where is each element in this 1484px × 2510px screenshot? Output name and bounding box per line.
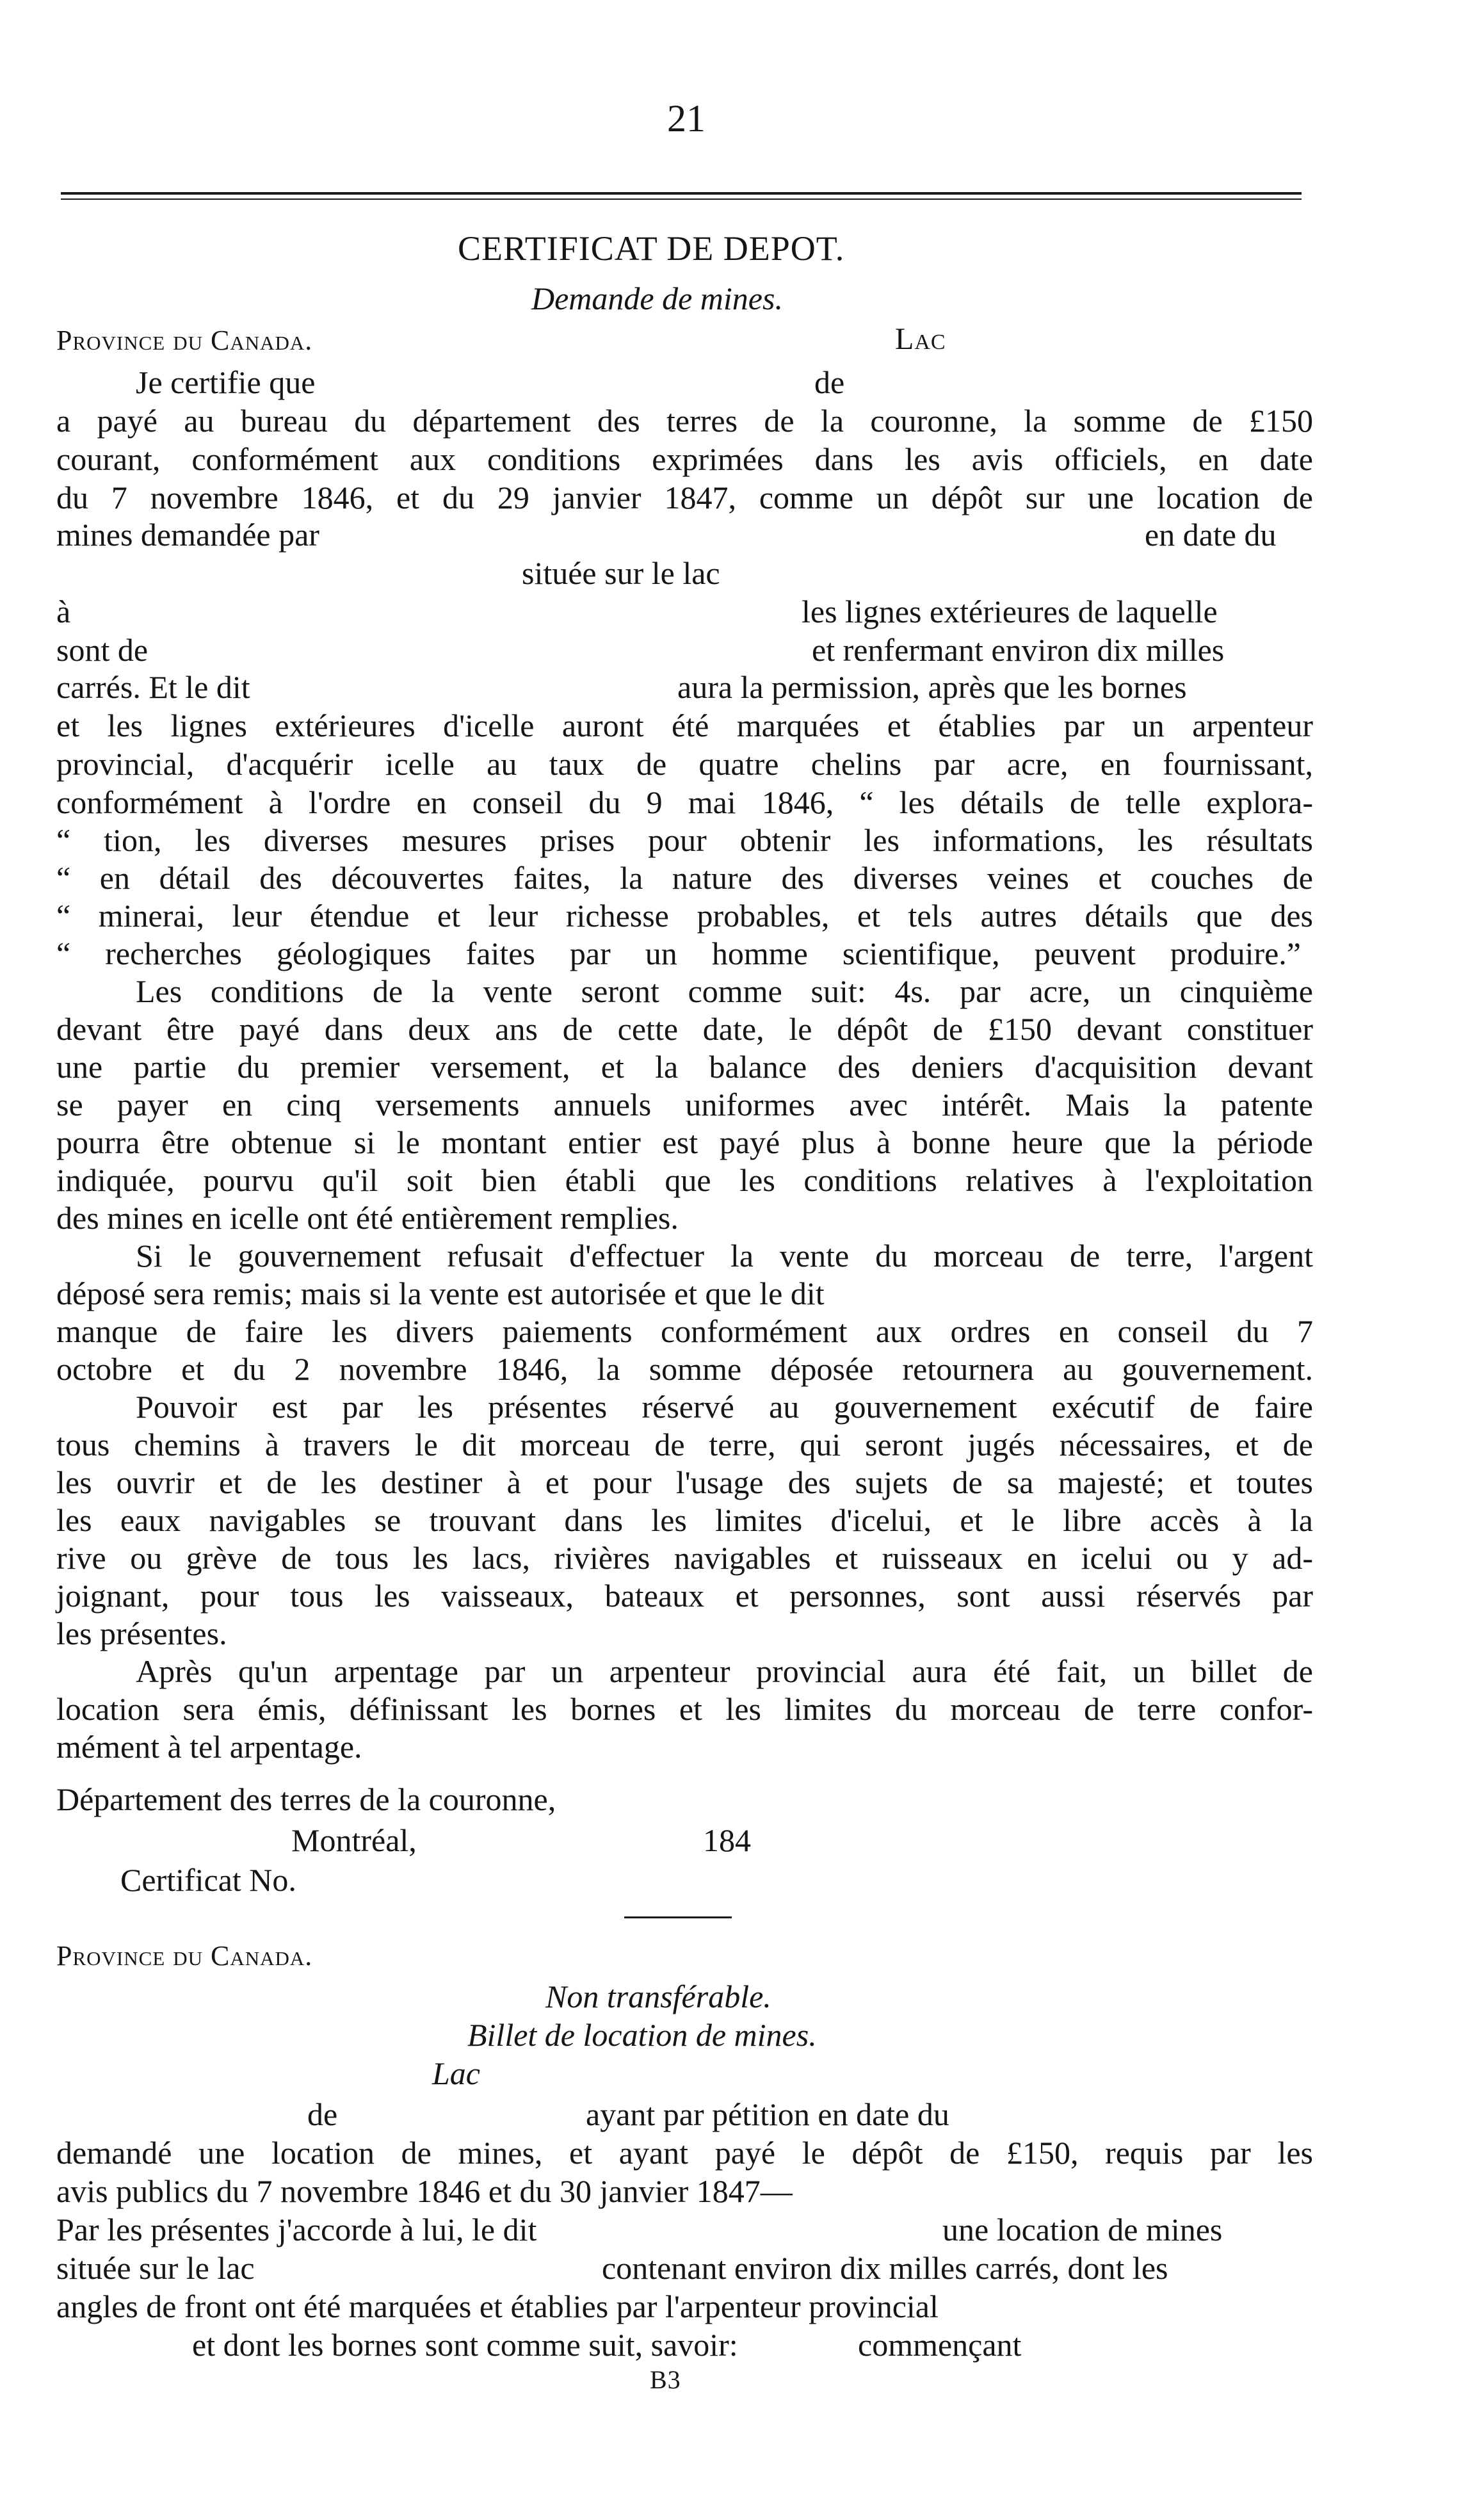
certificat-title: CERTIFICAT DE DEPOT. <box>458 229 845 268</box>
billet-line-06: angles de front ont été marquées et établies par l'arpenteur provincial <box>56 2288 939 2324</box>
line-25: déposé sera remis; mais si la vente est autorisée et que le dit <box>56 1275 825 1311</box>
billet-line-04-b: une location de mines <box>942 2212 1223 2247</box>
billet-title: Billet de location de mines. <box>467 2017 817 2053</box>
billet-line-05-a: située sur le lac <box>56 2250 255 2286</box>
line-29: tous chemins à travers le dit morceau de terre, qui seront jugés nécessaires, et de <box>56 1427 1313 1462</box>
line-08-b: et renfermant environ dix milles <box>812 632 1225 668</box>
line-32: rive ou grève de tous les lacs, rivières navigables et ruisseaux en icelui ou y ad- <box>56 1540 1313 1576</box>
line-19: une partie du premier versement, et la balance des deniers d'acquisition devant <box>56 1049 1313 1085</box>
line-16: “ recherches géologiques faites par un homme scientifique, peuvent produire.” <box>56 935 1301 971</box>
signature-departement: Département des terres de la couronne, <box>56 1781 556 1817</box>
line-30: les ouvrir et de les destiner à et pour l'usage des sujets de sa majesté; et toutes <box>56 1464 1313 1500</box>
line-15: “ minerai, leur étendue et leur richesse probables, et tels autres détails que des <box>56 898 1313 934</box>
billet-line-02: demandé une location de mines, et ayant payé le dépôt de £150, requis par les <box>56 2135 1313 2171</box>
page-number: 21 <box>667 97 706 140</box>
billet-line-01-a: de <box>307 2096 338 2132</box>
line-08-a: sont de <box>56 632 149 668</box>
line-33: joignant, pour tous les vaisseaux, bateaux et personnes, sont aussi réservés par <box>56 1578 1313 1614</box>
line-07-b: les lignes extérieures de laquelle <box>802 594 1218 629</box>
line-14: “ en détail des découvertes faites, la nature des diverses veines et couches de <box>56 860 1313 896</box>
line-11: provincial, d'acquérir icelle au taux de quatre chelins par acre, en fournissant, <box>56 746 1313 782</box>
line-01-a: Je certifie que <box>136 364 316 400</box>
signature-year: 184 <box>703 1822 751 1858</box>
billet-line-07-a: et dont les bornes sont comme suit, savoir: <box>192 2327 738 2363</box>
line-05-b: en date du <box>1145 517 1277 553</box>
line-31: les eaux navigables se trouvant dans les limites d'icelui, et le libre accès à la <box>56 1502 1313 1538</box>
line-13: “ tion, les diverses mesures prises pour obtenir les informations, les résultats <box>56 822 1313 858</box>
header-rule-top <box>61 192 1302 195</box>
line-09-a: carrés. Et le dit <box>56 669 250 705</box>
line-02: a payé au bureau du département des terres de la couronne, la somme de £150 <box>56 403 1313 439</box>
billet-lac: Lac <box>432 2055 480 2091</box>
line-20: se payer en cinq versements annuels uniformes avec intérêt. Mais la patente <box>56 1087 1313 1122</box>
line-06: située sur le lac <box>522 555 720 591</box>
line-34: les présentes. <box>56 1615 227 1651</box>
billet-line-07-b: commençant <box>858 2327 1022 2363</box>
billet-line-03: avis publics du 7 novembre 1846 et du 30 janvier 1847— <box>56 2173 793 2209</box>
line-18: devant être payé dans deux ans de cette date, le dépôt de £150 devant constituer <box>56 1011 1313 1047</box>
line-26: manque de faire les divers paiements conformément aux ordres en conseil du 7 <box>56 1313 1313 1349</box>
signature-mark: B3 <box>650 2365 681 2394</box>
line-37: mément à tel arpentage. <box>56 1729 362 1765</box>
line-01-b: de <box>814 364 845 400</box>
billet-line-01-b: ayant par pétition en date du <box>586 2096 949 2132</box>
line-36: location sera émis, définissant les bornes et les limites du morceau de terre confor- <box>56 1691 1313 1727</box>
line-09-b: aura la permission, après que les bornes <box>677 669 1187 705</box>
lac-heading: Lac <box>895 322 946 356</box>
line-10: et les lignes extérieures d'icelle auront été marquées et établies par un arpenteur <box>56 708 1313 743</box>
line-22: indiquée, pourvu qu'il soit bien établi que les conditions relatives à l'exploitation <box>56 1162 1313 1198</box>
line-17: Les conditions de la vente seront comme suit: 4s. par acre, un cinquième <box>136 973 1313 1009</box>
line-21: pourra être obtenue si le montant entier est payé plus à bonne heure que la période <box>56 1124 1313 1160</box>
line-35: Après qu'un arpentage par un arpenteur provincial aura été fait, un billet de <box>136 1653 1313 1689</box>
line-24: Si le gouvernement refusait d'effectuer la vente du morceau de terre, l'argent <box>136 1238 1313 1274</box>
line-03: courant, conformément aux conditions exprimées dans les avis officiels, en date <box>56 441 1313 477</box>
line-04: du 7 novembre 1846, et du 29 janvier 1847, comme un dépôt sur une location de <box>56 480 1313 515</box>
header-rule-bottom <box>61 198 1302 200</box>
signature-montreal: Montréal, <box>291 1822 417 1858</box>
section-divider <box>624 1916 732 1918</box>
line-12: conformément à l'ordre en conseil du 9 mai 1846, “ les détails de telle explora- <box>56 784 1313 820</box>
line-27: octobre et du 2 novembre 1846, la somme déposée retournera au gouvernement. <box>56 1351 1313 1387</box>
line-23: des mines en icelle ont été entièrement remplies. <box>56 1200 679 1236</box>
billet-line-04-a: Par les présentes j'accorde à lui, le dit <box>56 2212 537 2247</box>
certificat-subtitle: Demande de mines. <box>531 280 783 316</box>
province-heading: Province du Canada. <box>56 325 313 356</box>
line-07-a: à <box>56 594 71 629</box>
billet-line-05-b: contenant environ dix milles carrés, dont les <box>602 2250 1168 2286</box>
billet-province-heading: Province du Canada. <box>56 1940 313 1972</box>
line-05-a: mines demandée par <box>56 517 319 553</box>
signature-certificat-no: Certificat No. <box>120 1862 296 1898</box>
billet-non-transferable: Non transférable. <box>545 1979 771 2014</box>
line-28: Pouvoir est par les présentes réservé au gouvernement exécutif de faire <box>136 1389 1313 1425</box>
